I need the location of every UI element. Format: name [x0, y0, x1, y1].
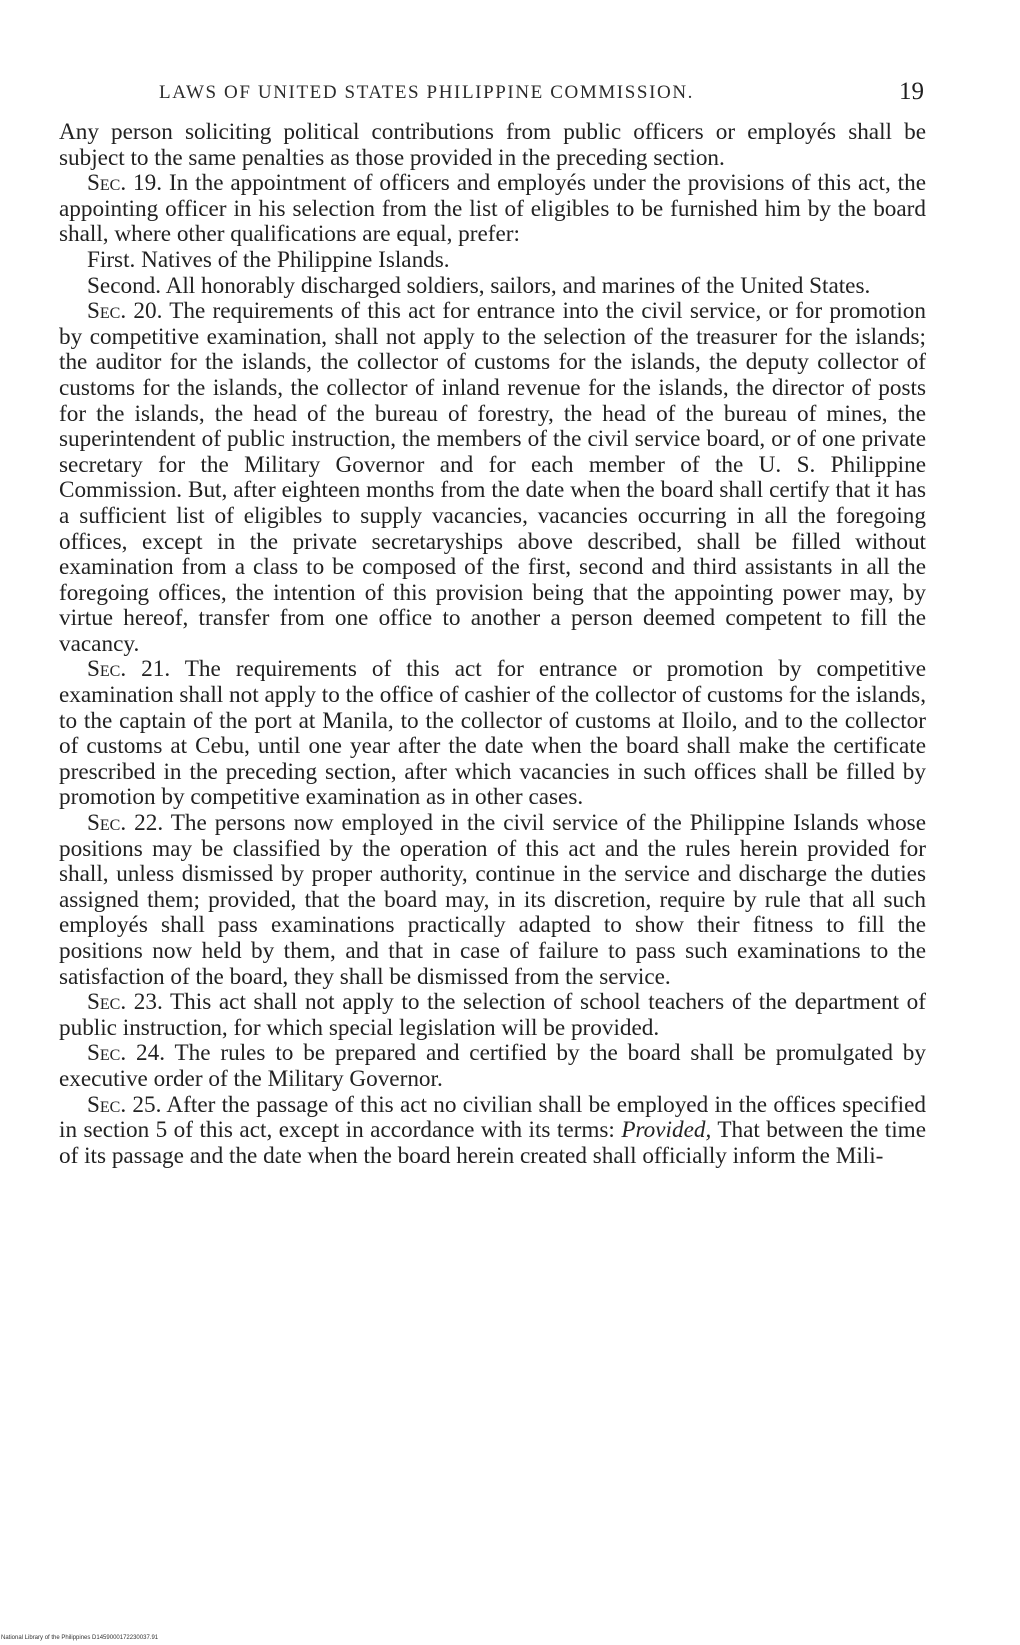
- section-label: Sec. 25.: [87, 1091, 162, 1118]
- proviso-italic: Provided,: [621, 1117, 712, 1144]
- paragraph-text: In the appointment of officers and employés under the provisions of this act, the appointing officer in his selection from the list of eligibles to be furnished him by the board shall, where other qualifications are equal, prefer:: [59, 170, 926, 248]
- paragraph-text-continued: That between the time of its passage and the date when the board herein created shall officially inform the Mili-: [59, 1117, 926, 1169]
- page-number: 19: [899, 78, 924, 105]
- paragraph-text: Any person soliciting political contributions from public officers or employés shall be subject to the same penalties as those provided in the preceding section.: [59, 119, 926, 171]
- paragraph-second: [59, 274, 926, 300]
- paragraph-text: The rules to be prepared and certified by the board shall be promulgated by executive order of the Military Governor.: [59, 1040, 926, 1092]
- paragraph-text: The requirements of this act for entrance into the civil service, or for promotion by competitive examination, shall not apply to the selection of the treasurer for the islands; the auditor for the islands, the collector of customs for the islands, the deputy collector of customs for the islands, the collector of inland revenue for the islands, the director of posts for the islands, the head of the bureau of forestry, the head of the bureau of mines, the superintendent of public instruction, the members of the civil service board, or of one private secretary for the Military Governor and for each member of the U. S. Philippine Commission. But, after eighteen months from the date when the board shall certify that it has a sufficient list of eligibles to supply vacancies, vacancies occurring in all the foregoing offices, except in the private secretaryships above described, shall be filled without examination from a class to be composed of the first, second and third assistants in all the foregoing offices, the intention of this provision being that the appointing power may, by virtue hereof, transfer from one office to another a person deemed competent to fill the vacancy.: [59, 298, 926, 657]
- section-label: Sec. 19.: [87, 170, 163, 197]
- document-page: [59, 78, 926, 1169]
- paragraph-text: This act shall not apply to the selection of school teachers of the department of public instruction, for which special legislation will be provided.: [59, 989, 926, 1041]
- paragraph-sec-19: [59, 171, 926, 248]
- section-label: Sec. 23.: [87, 989, 163, 1016]
- paragraph-sec-25: [59, 1093, 926, 1170]
- paragraph-text: The requirements of this act for entrance or promotion by competitive examination shall not apply to the office of cashier of the collector of customs for the islands, to the captain of the port at Manila, to the collector of customs at Iloilo, and to the collector of customs at Cebu, until one year after the date when the board shall make the certificate prescribed in the preceding section, after which vacancies in such offices shall be filled by promotion by competitive examination as in other cases.: [59, 656, 926, 811]
- section-label: Sec. 22.: [87, 810, 164, 837]
- paragraph-text: The persons now employed in the civil service of the Philippine Islands whose positions may be classified by the operation of this act and the rules herein provided for shall, unless dismissed by proper authority, continue in the service and discharge the duties assigned them; provided, that the board may, in its discretion, require by rule that all such employés shall pass examinations practically adapted to show their fitness to fill the positions now held by them, and that in case of failure to pass such examinations to the satisfaction of the board, they shall be dismissed from the service.: [59, 810, 927, 990]
- paragraph-text: After the passage of this act no civilian shall be employed in the offices specified in section 5 of this act, except in accordance with its terms:: [59, 1091, 926, 1144]
- running-head: [59, 78, 926, 114]
- scan-credit: National Library of the Philippines D1459000172230037.91: [1, 1635, 159, 1641]
- paragraph-text: First. Natives of the Philippine Islands.: [87, 246, 450, 273]
- paragraph-sec-20: [59, 299, 926, 657]
- paragraph-solicit: [59, 120, 926, 171]
- running-title: LAWS OF UNITED STATES PHILIPPINE COMMISSION.: [159, 82, 694, 103]
- paragraph-sec-21: [59, 657, 926, 811]
- paragraph-sec-23: [59, 990, 926, 1041]
- paragraph-sec-22: [59, 811, 926, 990]
- paragraph-first: [59, 248, 926, 274]
- body-text: [59, 120, 926, 1169]
- paragraph-sec-24: [59, 1041, 926, 1092]
- section-label: Sec. 20.: [87, 298, 163, 325]
- paragraph-text: Second. All honorably discharged soldiers, sailors, and marines of the United States.: [87, 272, 871, 299]
- section-label: Sec. 21.: [87, 656, 171, 683]
- section-label: Sec. 24.: [87, 1040, 165, 1067]
